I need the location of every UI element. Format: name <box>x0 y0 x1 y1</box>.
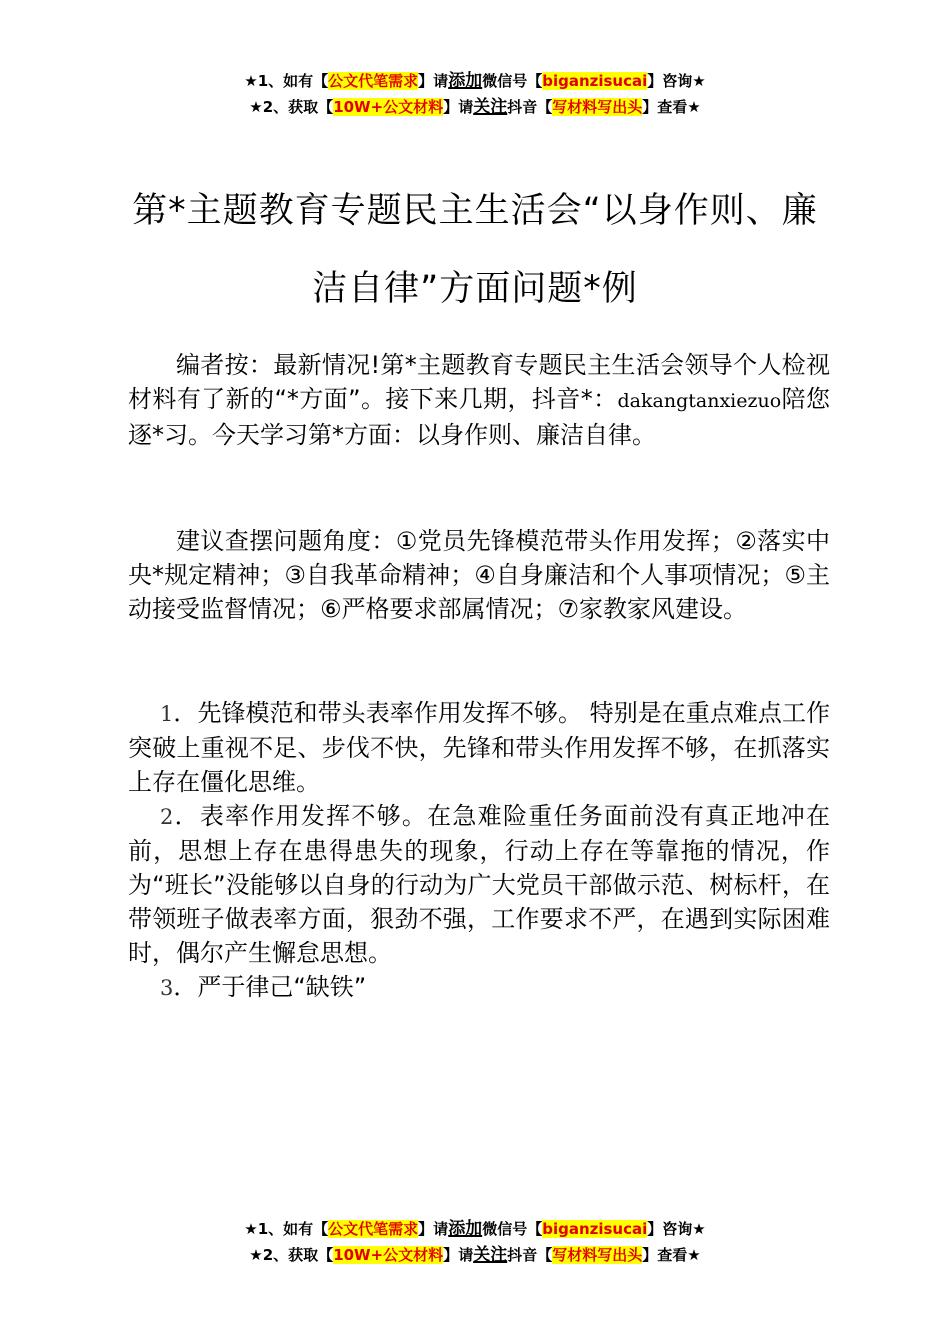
bottom-banner <box>0 1216 950 1268</box>
highlight-wechat-id: biganzisucai <box>542 1220 648 1238</box>
highlight-service: 公文代笔需求 <box>328 72 419 90</box>
highlight-materials: 10W+公文材料 <box>333 98 444 116</box>
highlight-wechat-id: biganzisucai <box>542 72 648 90</box>
banner-line-1: ★1、如有【公文代笔需求】请添加微信号【biganzisucai】咨询★ <box>244 1219 706 1239</box>
title-line-1: 第*主题教育专题民主生活会“以身作则、廉 <box>132 191 818 231</box>
highlight-douyin: 写材料写出头 <box>552 1246 643 1264</box>
top-banner <box>0 68 950 120</box>
editor-note: 编者按：最新情况!第*主题教育专题民主生活会领导个人检视材料有了新的“*方面”。接下来几期，抖音*：dakangtanxiezuo陪您逐*习。今天学习第*方面：以身作则、廉洁自律。 <box>128 351 830 449</box>
title-line-2: 洁自律”方面问题*例 <box>312 269 638 309</box>
list-item: 1．先锋模范和带头表率作用发挥不够。 特别是在重点难点工作突破上重视不足、步伐不快，先锋和带头作用发挥不够，在抓落实上存在僵化思维。 <box>128 699 830 796</box>
banner-line-1: ★1、如有【公文代笔需求】请添加微信号【biganzisucai】咨询★ <box>244 71 706 91</box>
problem-list <box>128 696 830 1005</box>
highlight-douyin: 写材料写出头 <box>552 98 643 116</box>
list-item: 2．表率作用发挥不够。在急难险重任务面前没有真正地冲在前，思想上存在患得患失的现象，行动上存在等靠拖的情况，作为“班长”没能够以自身的行动为广大党员干部做示范、树标杆，在带领班子做表率方面，狠劲不强，工作要求不严，在遇到实际困难时，偶尔产生懈怠思想。 <box>128 802 830 967</box>
suggestion-paragraph: 建议查摆问题角度：①党员先锋模范带头作用发挥；②落实中央*规定精神；③自我革命精神；④自身廉洁和个人事项情况；⑤主动接受监督情况；⑥严格要求部属情况；⑦家教家风建设。 <box>128 527 830 623</box>
banner-line-2: ★2、获取【10W+公文材料】请关注抖音【写材料写出头】查看★ <box>249 97 701 117</box>
douyin-handle: dakangtanxiezuo <box>617 390 782 412</box>
banner-line-2: ★2、获取【10W+公文材料】请关注抖音【写材料写出头】查看★ <box>249 1245 701 1265</box>
highlight-materials: 10W+公文材料 <box>333 1246 444 1264</box>
document-title <box>110 172 840 328</box>
highlight-service: 公文代笔需求 <box>328 1220 419 1238</box>
list-item: 3．严于律己“缺铁” <box>160 973 367 1001</box>
